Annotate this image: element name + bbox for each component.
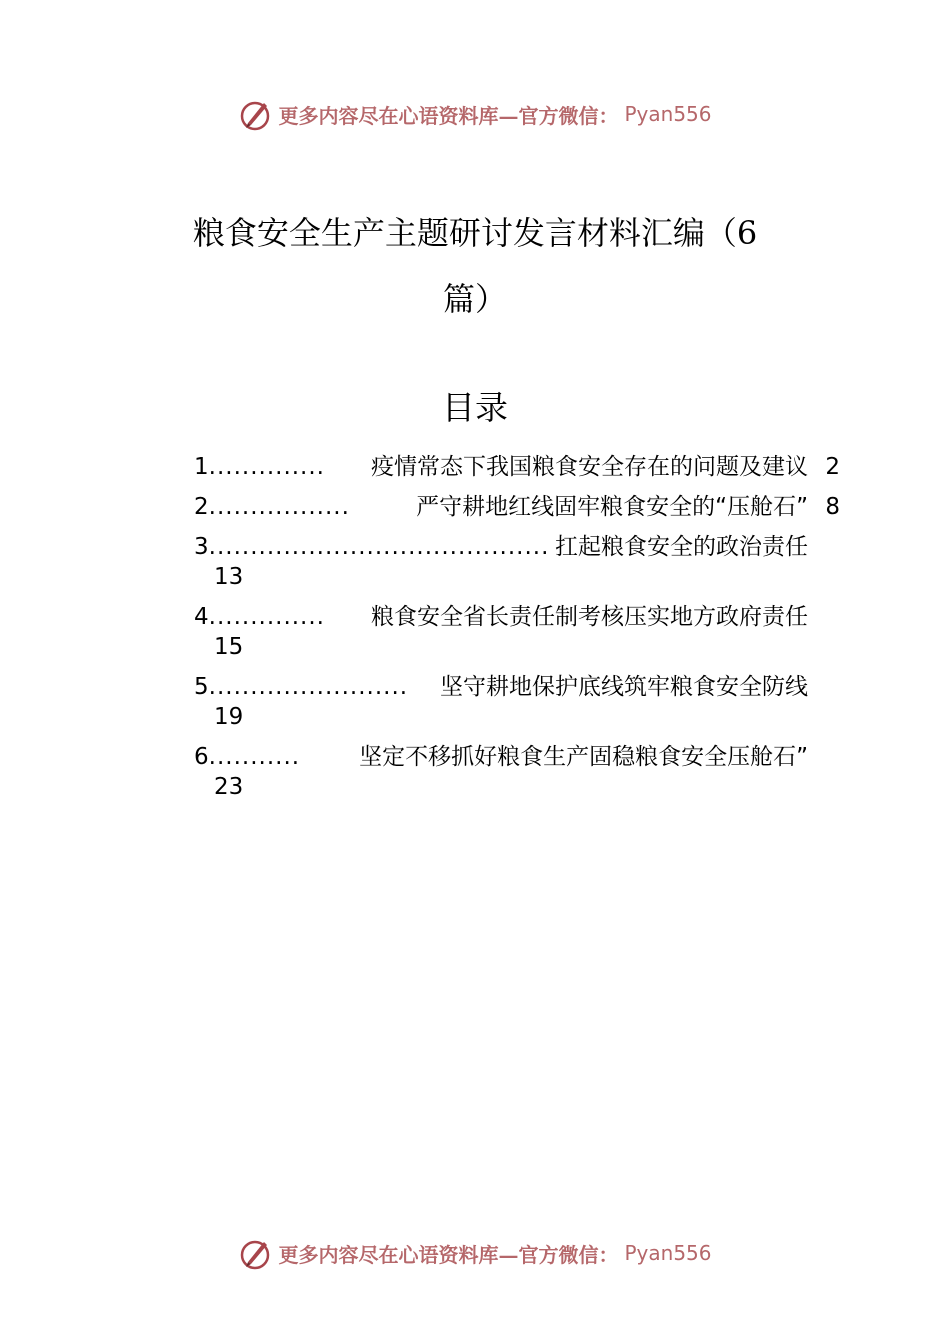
toc-item-page: 2 (825, 454, 840, 480)
toc-item-number: 1 (194, 454, 209, 480)
toc-item-number: 5 (194, 674, 209, 700)
footer-banner (0, 1233, 950, 1273)
toc-item-page: 19 (214, 704, 244, 730)
toc-item-6[interactable] (194, 742, 854, 802)
banner-wechat-id: Pyan556 (624, 102, 712, 126)
toc-item-leader: .............. (208, 454, 325, 480)
toc-item-title: 坚守耕地保护底线筑牢粮食安全防线 (440, 674, 808, 700)
toc-item-1[interactable] (194, 452, 854, 482)
banner-text: 更多内容尽在心语资料库—官方微信： (278, 1242, 619, 1267)
toc-heading: 目录 (442, 388, 508, 427)
toc-item-page: 8 (825, 494, 840, 520)
pen-logo-icon (238, 1236, 272, 1270)
document-title (150, 200, 800, 332)
toc-item-number: 6 (194, 744, 209, 770)
toc-item-leader: ................. (208, 494, 350, 520)
document-title-line1: 粮食安全生产主题研讨发言材料汇编（6 (192, 214, 758, 252)
toc-item-number: 3 (194, 534, 209, 560)
toc-item-2[interactable] (194, 492, 854, 522)
toc-item-title: 坚定不移抓好粮食生产固稳粮食安全压舱石” (359, 744, 808, 770)
toc-item-5[interactable] (194, 672, 854, 732)
toc-item-title: 粮食安全省长责任制考核压实地方政府责任 (371, 604, 808, 630)
toc-item-page: 15 (214, 634, 244, 660)
toc-item-number: 2 (194, 494, 209, 520)
pen-logo-icon (238, 97, 272, 131)
toc-item-title: 扛起粮食安全的政治责任 (555, 534, 808, 560)
header-banner (0, 94, 950, 134)
toc-item-3[interactable] (194, 532, 854, 592)
document-title-line2: 篇） (442, 280, 507, 318)
toc-item-leader: .............. (208, 604, 325, 630)
toc-item-number: 4 (194, 604, 209, 630)
toc-item-leader: ......................................... (208, 534, 550, 560)
toc-item-leader: ........................ (208, 674, 409, 700)
toc-item-leader: ........... (208, 744, 301, 770)
toc-item-4[interactable] (194, 602, 854, 662)
toc-item-page: 13 (214, 564, 244, 590)
toc-item-title: 疫情常态下我国粮食安全存在的问题及建议 (371, 454, 808, 480)
banner-wechat-id: Pyan556 (624, 1241, 712, 1265)
table-of-contents (194, 452, 854, 812)
toc-item-title: 严守耕地红线固牢粮食安全的“压舱石” (416, 494, 808, 520)
banner-text: 更多内容尽在心语资料库—官方微信： (278, 103, 619, 128)
toc-item-page: 23 (214, 774, 244, 800)
